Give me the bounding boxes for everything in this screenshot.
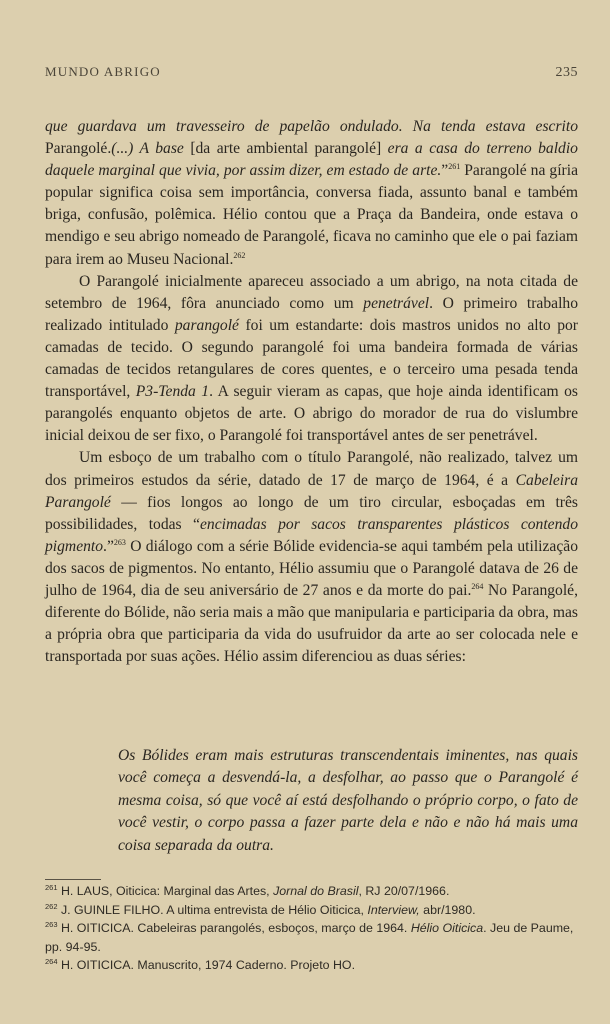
italic-text: parangolé — [174, 316, 239, 334]
italic-text: Interview, — [367, 902, 420, 917]
running-head — [45, 64, 578, 81]
running-title: MUNDO ABRIGO — [45, 64, 161, 79]
text-run: [da arte ambiental parangolé] — [183, 140, 388, 158]
footnote-number: 263 — [45, 920, 58, 930]
footnote — [45, 956, 578, 975]
text-run: H. OITICICA. Manuscrito, 1974 Caderno. Projeto HO. — [57, 958, 356, 973]
footnote-number: 262 — [45, 901, 58, 911]
text-run: Parangolé na gíria popular significa coisa sem importância, conversa fiada, assunto banal e também briga, confusão, polêmica. Hélio contou que a Praça da Bandeira, onde estava o mendigo e seu abrigo nomeado de Parangolé, ficava no caminho que ele o pai faziam para irem ao Museu Nacional. — [45, 162, 578, 268]
block-quote: Os Bólides eram mais estruturas transcendentais iminentes, nas quais você começa a desvendá-la, a desfolhar, ao passo que o Parangolé é mesma coisa, só que você aí está desfolhando o próprio corpo, o fato de você vestir, o corpo passa a fazer parte dela e não e não há mais uma coisa separada da outra. — [118, 747, 578, 854]
paragraph — [45, 271, 578, 448]
footnote-ref: 261 — [448, 162, 461, 172]
footnote — [45, 919, 578, 956]
body-text — [45, 116, 578, 668]
footnotes — [45, 882, 578, 975]
footnote-number: 261 — [45, 883, 58, 892]
text-run: . O primeiro trabalho realizado intitulado — [45, 294, 578, 334]
footnote-number: 264 — [45, 957, 58, 967]
text-run: H. OITICICA. Cabeleiras parangolés, esboços, março de 1964. — [57, 921, 411, 936]
italic-text: encimadas por sacos transparentes plásticos contendo pigmento — [45, 515, 578, 555]
paragraph — [45, 116, 578, 271]
italic-text: (...) A base — [111, 140, 184, 158]
footnote — [45, 882, 578, 901]
italic-text: Jornal do Brasil — [273, 884, 359, 898]
text-run: abr/1980. — [419, 902, 476, 917]
paragraph — [45, 447, 578, 668]
text-run: No Parangolé, diferente do Bólide, não seria mais a mão que manipularia e participaria da obra, mas a própria obra que participaria da vida do usufruidor da arte ao ser colocada nele e transportada por suas ações. Hélio assim diferenciou as duas séries: — [45, 581, 579, 666]
text-run: O diálogo com a série Bólide evidencia-se aqui também pela utilização dos sacos de pigmentos. No entanto, Hélio assumiu que o Parangolé datava de 26 de julho de 1964, dia de seu aniversário de 27 anos e da morte do pai. — [45, 537, 578, 599]
text-run: Parangolé. — [45, 140, 112, 158]
italic-text: Hélio Oiticica — [410, 921, 484, 936]
page-number: 235 — [555, 65, 578, 80]
text-run: H. LAUS, Oiticica: Marginal das Artes, — [57, 884, 274, 898]
text-run: — fios longos ao longo de um tiro circular, esboçadas em três possibilidades, todas “ — [45, 493, 578, 533]
italic-text: era a casa do terreno baldio daquele marginal que vivia, por assim dizer, em estado de arte. — [45, 140, 578, 180]
italic-text: Cabeleira Parangolé — [45, 471, 578, 511]
text-run: Um esboço de um trabalho com o título Parangolé, não realizado, talvez um dos primeiros estudos da série, datado de 17 de março de 1964, é a — [45, 449, 578, 489]
text-run: foi um estandarte: dois mastros unidos no alto por camadas de tecido. O segundo parangolé foi uma bandeira formada de várias camadas de tecidos retangulares de cores quentes, e o terceiro uma pesada tenda transportável, — [45, 316, 578, 401]
footnote-ref: 263 — [113, 537, 126, 547]
footnote-rule — [45, 879, 101, 880]
text-run: . A seguir vieram as capas, que hoje ainda identificam os parangolés enquanto objetos de arte. O abrigo do morador de rua do vislumbre inicial deixou de ser fixo, o Parangolé foi transportável antes de ser penetrável. — [45, 383, 579, 445]
footnote — [45, 901, 578, 920]
text-run: ” — [441, 162, 449, 180]
text-run: J. GUINLE FILHO. A ultima entrevista de Hélio Oiticica, — [57, 902, 368, 917]
italic-text: que guardava um travesseiro de papelão ondulado. Na tenda estava escrito — [45, 118, 578, 135]
text-run: .” — [103, 537, 114, 555]
text-run: . Jeu de Paume, pp. 94-95. — [45, 921, 574, 954]
footnote-ref: 264 — [471, 581, 484, 591]
italic-text: P3-Tenda 1 — [135, 383, 210, 401]
text-run: O Parangolé inicialmente apareceu associado a um abrigo, na nota citada de setembro de 1964, fôra anunciado como um — [45, 272, 578, 312]
text-run: , RJ 20/07/1966. — [358, 884, 450, 898]
footnote-ref: 262 — [233, 250, 246, 260]
italic-text: penetrável — [363, 294, 430, 312]
